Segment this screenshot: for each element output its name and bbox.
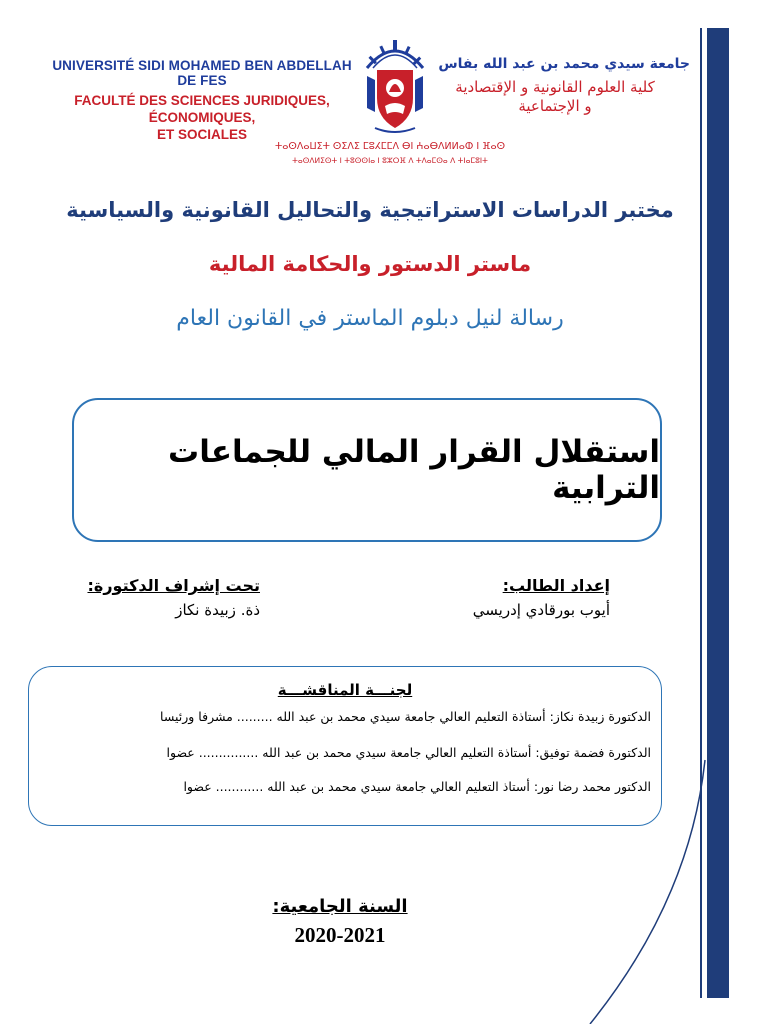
academic-year (240, 896, 440, 948)
sidebar-thin-line (700, 28, 702, 998)
ar-faculty-line2: و الإجتماعية (518, 97, 592, 115)
tifinagh-line1: ⵜⴰⵙⴷⴰⵡⵉⵜ ⵙⵉⴷⵉ ⵎⵓⵃⵎⵎⴷ ⴱⵏ ⵄⴰⴱⴷⵍⵍⴰⵀ ⵏ ⴼⴰⵙ (274, 141, 506, 152)
committee-box (28, 666, 662, 826)
lab-name: مختبر الدراسات الاستراتيجية والتحاليل القانونية والسياسية (66, 198, 674, 222)
thesis-type: رسالة لنيل دبلوم الماستر في القانون العام (176, 306, 564, 331)
supervisor-label: تحت إشراف الدكتورة: (87, 576, 260, 595)
committee-member: الدكتورة زبيدة نكاز: أستاذة التعليم العالي جامعة سيدي محمد بن عبد الله ......... مشرفا ورئيسا (160, 709, 651, 724)
header-arabic (420, 56, 690, 116)
committee-member: الدكتور محمد رضا نور: أستاذ التعليم العالي جامعة سيدي محمد بن عبد الله ............ عضوا (183, 779, 651, 794)
master-program: ماستر الدستور والحكامة المالية (208, 252, 532, 276)
academic-year-label: السنة الجامعية: (272, 896, 408, 917)
student-label: إعداد الطالب: (502, 576, 610, 595)
ar-faculty-line1: كلية العلوم القانونية و الإقتصادية (455, 78, 655, 96)
supervisor-name: ذة. زبيدة نكاز (175, 601, 260, 619)
student-name: أيوب بورقادي إدريسي (472, 601, 610, 619)
academic-year-value: 2020-2021 (294, 923, 386, 947)
committee-member: الدكتورة فضمة توفيق: أستاذة التعليم العالي جامعة سيدي محمد بن عبد الله ............... عضوا (166, 745, 651, 760)
header-tifinagh (240, 140, 540, 168)
header-french (52, 58, 352, 143)
supervisor-block (80, 576, 260, 619)
student-block (420, 576, 610, 619)
fr-university-name: UNIVERSITÉ SIDI MOHAMED BEN ABDELLAH DE FES (52, 58, 352, 88)
ar-university-name: جامعة سيدي محمد بن عبد الله بفاس (438, 56, 690, 72)
fr-faculty-line1: FACULTÉ DES SCIENCES JURIDIQUES, ÉCONOMIQUES, (74, 93, 330, 125)
thesis-title-box (72, 398, 662, 542)
thesis-title: استقلال القرار المالي للجماعات الترابية (168, 434, 660, 506)
committee-title: لجنـــة المناقشـــة (277, 681, 413, 699)
fr-faculty-line2: ET SOCIALES (156, 127, 247, 142)
tifinagh-line2: ⵜⴰⵙⴷⵍⵉⵙⵜ ⵏ ⵜⵓⵙⵙⵏⴰ ⵏ ⵓⵣⵔⴼ ⴷ ⵜⴷⴰⵎⵙⴰ ⴷ ⵜⵏⴰⵎⵓⵏⵜ (292, 156, 488, 165)
sidebar-band (707, 28, 729, 998)
